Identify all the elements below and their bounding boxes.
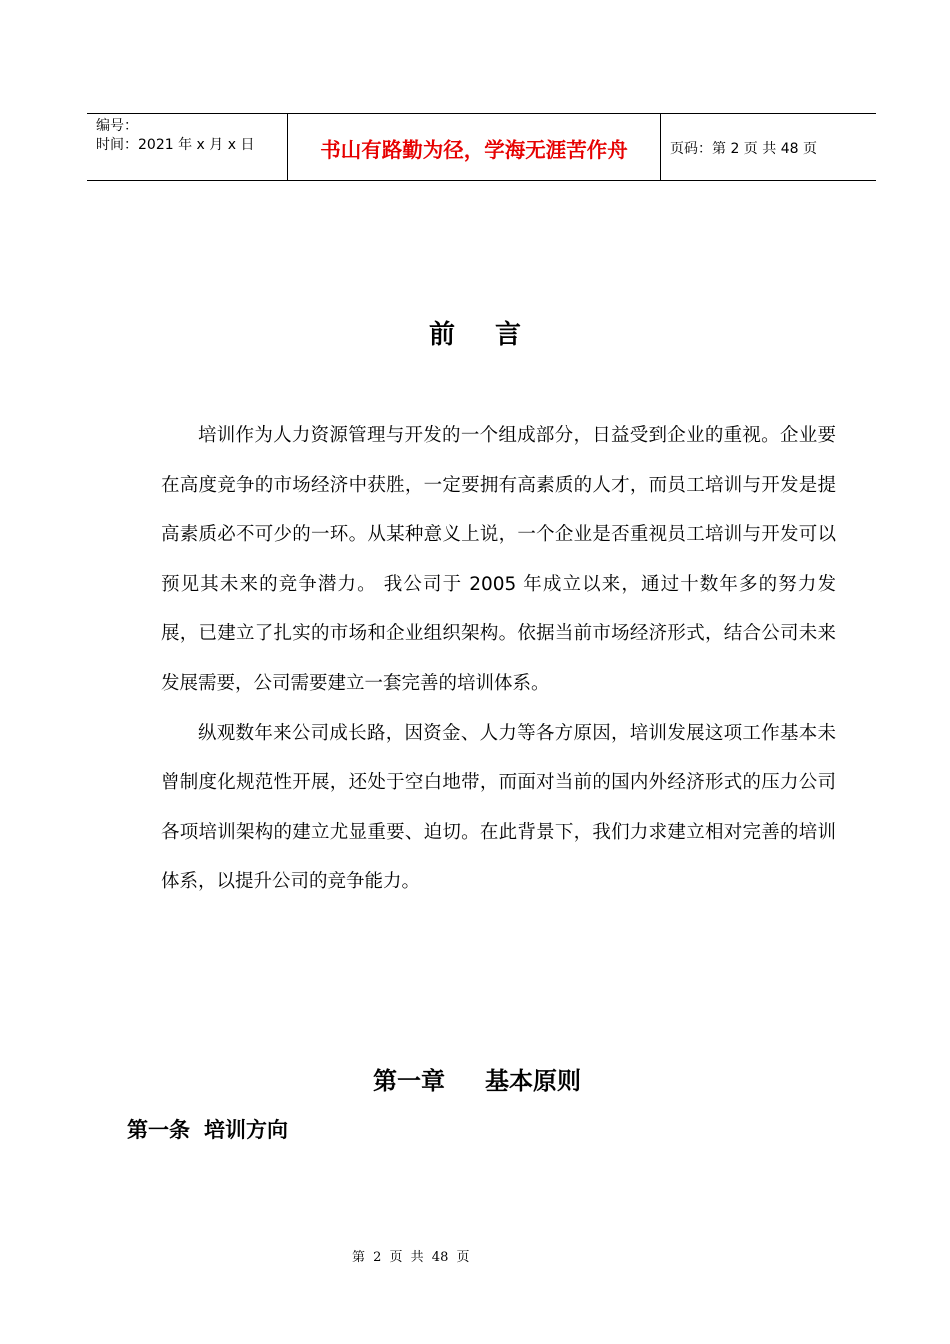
chapter-heading	[373, 1064, 581, 1098]
header-page-cell	[661, 114, 876, 180]
chapter-number: 第一章	[373, 1067, 445, 1095]
preface-paragraph-1: 培训作为人力资源管理与开发的一个组成部分，日益受到企业的重视。企业要在高度竞争的市场经济中获胜，一定要拥有高素质的人才，而员工培训与开发是提高素质必不可少的一环。从某种意义上说，一个企业是否重视员工培训与开发可以预见其未来的竞争潜力。 我公司于 2005 年成立以来，通过十数年多的努力发展，已建立了扎实的市场和企业组织架构。依据当前市场经济形式，结合公司未来发展需要，公司需要建立一套完善的培训体系。	[161, 425, 836, 694]
article-heading	[127, 1115, 288, 1145]
page-footer: 第 2 页 共 48 页	[352, 1250, 470, 1265]
date-label: 时间：2021 年 x 月 x 日	[96, 137, 255, 153]
header-meta-cell	[87, 114, 288, 180]
motto-text: 书山有路勤为径，学海无涯苦作舟	[320, 138, 628, 162]
article-name: 培训方向	[204, 1118, 288, 1142]
preface-title: 前言	[428, 320, 561, 350]
preface-body	[161, 411, 836, 907]
preface-paragraph-2: 纵观数年来公司成长路，因资金、人力等各方原因，培训发展这项工作基本未曾制度化规范性开展，还处于空白地带，而面对当前的国内外经济形式的压力公司各项培训架构的建立尤显重要、迫切。在此背景下，我们力求建立相对完善的培训体系，以提升公司的竞争能力。	[161, 722, 836, 893]
chapter-name: 基本原则	[485, 1067, 581, 1095]
page-header	[87, 113, 876, 181]
header-motto-cell	[288, 114, 661, 180]
article-number: 第一条	[127, 1118, 190, 1142]
page-code-label: 页码：第 2 页 共 48 页	[670, 141, 817, 157]
serial-number-label: 编号：	[96, 118, 138, 134]
